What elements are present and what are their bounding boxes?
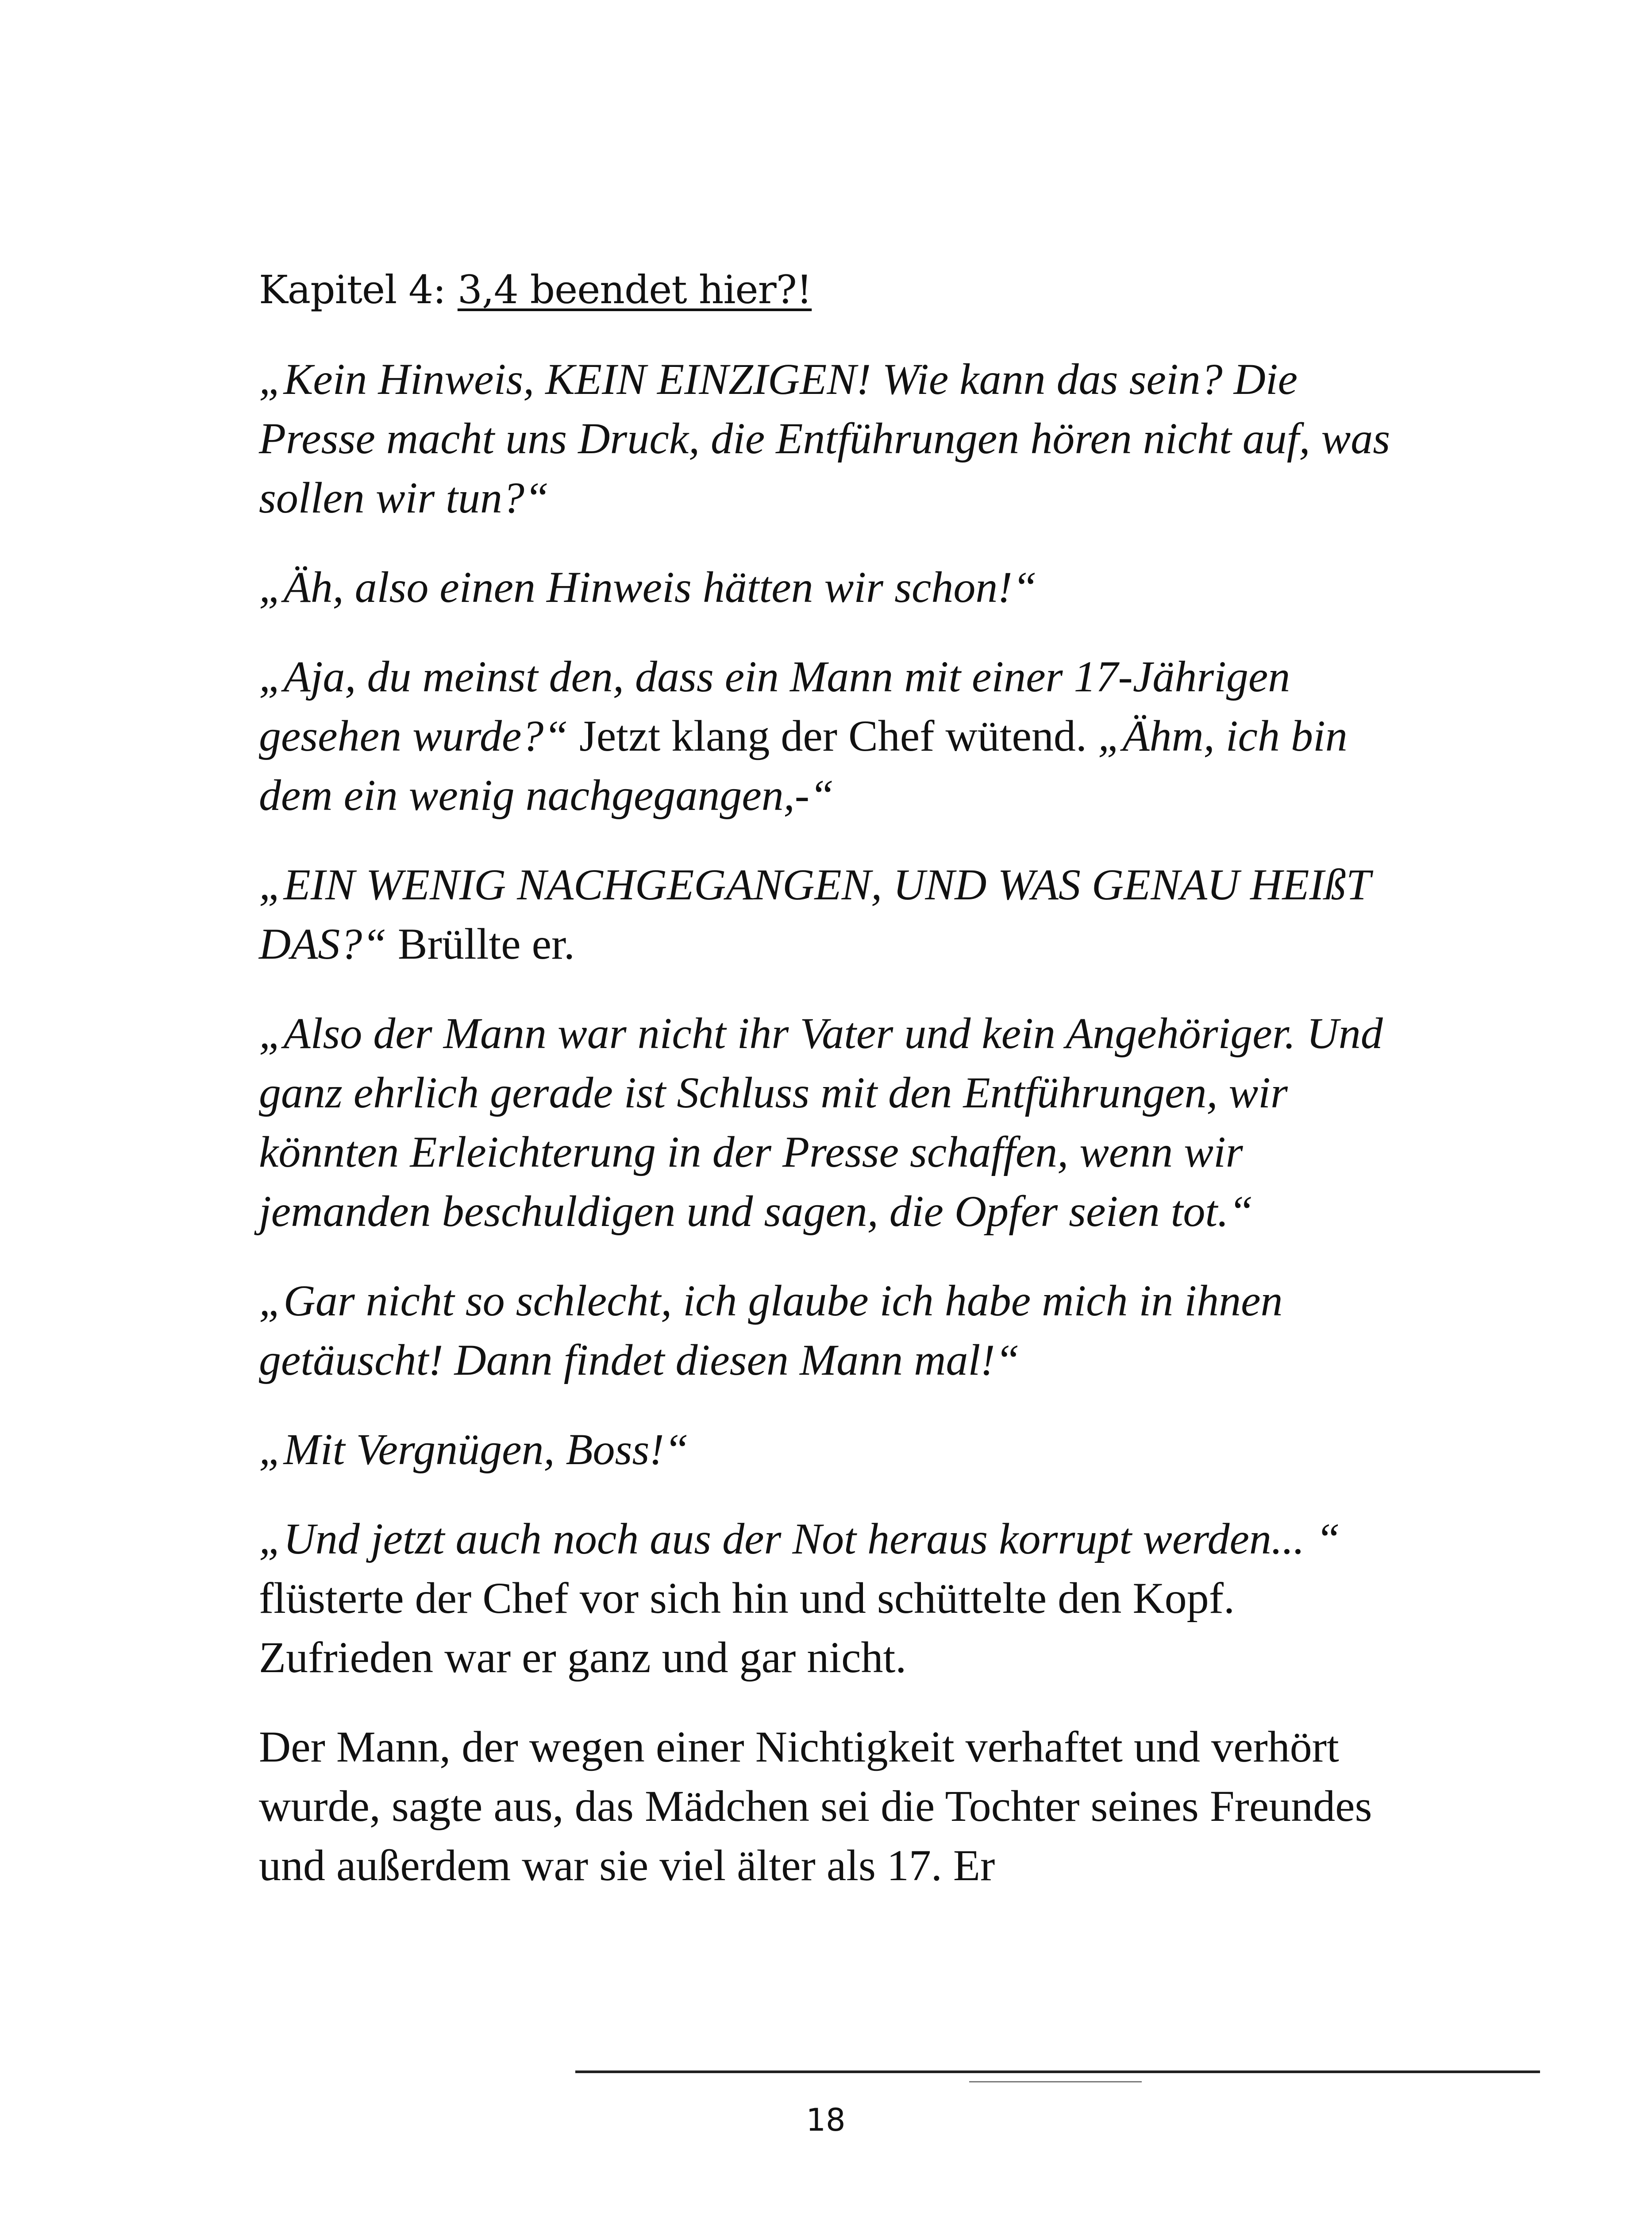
narration: flüsterte der Chef vor sich hin und schüttelte den Kopf. Zufrieden war er ganz und gar nicht. bbox=[259, 1573, 1235, 1682]
page-content bbox=[259, 260, 1392, 1925]
paragraph-5 bbox=[259, 1004, 1392, 1241]
paragraph-7 bbox=[259, 1420, 1392, 1479]
footer-rule bbox=[575, 2070, 1540, 2073]
page-number: 18 bbox=[806, 2102, 846, 2138]
chapter-title: 3,4 beendet hier?! bbox=[457, 267, 812, 312]
dialogue: „Gar nicht so schlecht, ich glaube ich habe mich in ihnen getäuscht! Dann findet diesen Mann mal!“ bbox=[259, 1276, 1283, 1384]
dialogue: „Mit Vergnügen, Boss!“ bbox=[259, 1425, 689, 1474]
paragraph-1 bbox=[259, 350, 1392, 528]
dialogue: „Also der Mann war nicht ihr Vater und kein Angehöriger. Und ganz ehrlich gerade ist Schluss mit den Entführungen, wir könnten Erleichterung in der Presse schaffen, wenn wir jemanden beschuldigen und sagen, die Opfer seien tot.“ bbox=[259, 1009, 1383, 1236]
dialogue: „Kein Hinweis, KEIN EINZIGEN! Wie kann das sein? Die Presse macht uns Druck, die Entführungen hören nicht auf, was sollen wir tun?“ bbox=[259, 355, 1390, 522]
paragraph-8 bbox=[259, 1509, 1392, 1687]
dialogue: „Ähm, ich bin dem ein wenig nachgegangen,-“ bbox=[259, 711, 1348, 820]
chapter-heading bbox=[259, 260, 1392, 320]
paragraph-9 bbox=[259, 1717, 1392, 1895]
paragraph-4 bbox=[259, 855, 1392, 974]
dialogue: „Äh, also einen Hinweis hätten wir schon!“ bbox=[259, 563, 1037, 612]
dialogue: „Aja, du meinst den, dass ein Mann mit einer 17-Jährigen gesehen wurde?“ bbox=[259, 652, 1290, 760]
dialogue: „EIN WENIG NACHGEGANGEN, UND WAS GENAU HEIßT DAS?“ bbox=[259, 860, 1370, 968]
dialogue: „Und jetzt auch noch aus der Not heraus korrupt werden... “ bbox=[259, 1514, 1340, 1563]
footer-rule-accent bbox=[969, 2081, 1142, 2082]
narration: Jetzt klang der Chef wütend. bbox=[568, 711, 1098, 760]
paragraph-6 bbox=[259, 1271, 1392, 1390]
paragraph-3 bbox=[259, 647, 1392, 825]
narration: Der Mann, der wegen einer Nichtigkeit verhaftet und verhört wurde, sagte aus, das Mädchen sei die Tochter seines Freundes und außerdem war sie viel älter als 17. Er bbox=[259, 1722, 1372, 1890]
paragraph-2 bbox=[259, 558, 1392, 617]
narration: Brüllte er. bbox=[386, 919, 575, 968]
chapter-prefix: Kapitel 4: bbox=[259, 267, 458, 312]
